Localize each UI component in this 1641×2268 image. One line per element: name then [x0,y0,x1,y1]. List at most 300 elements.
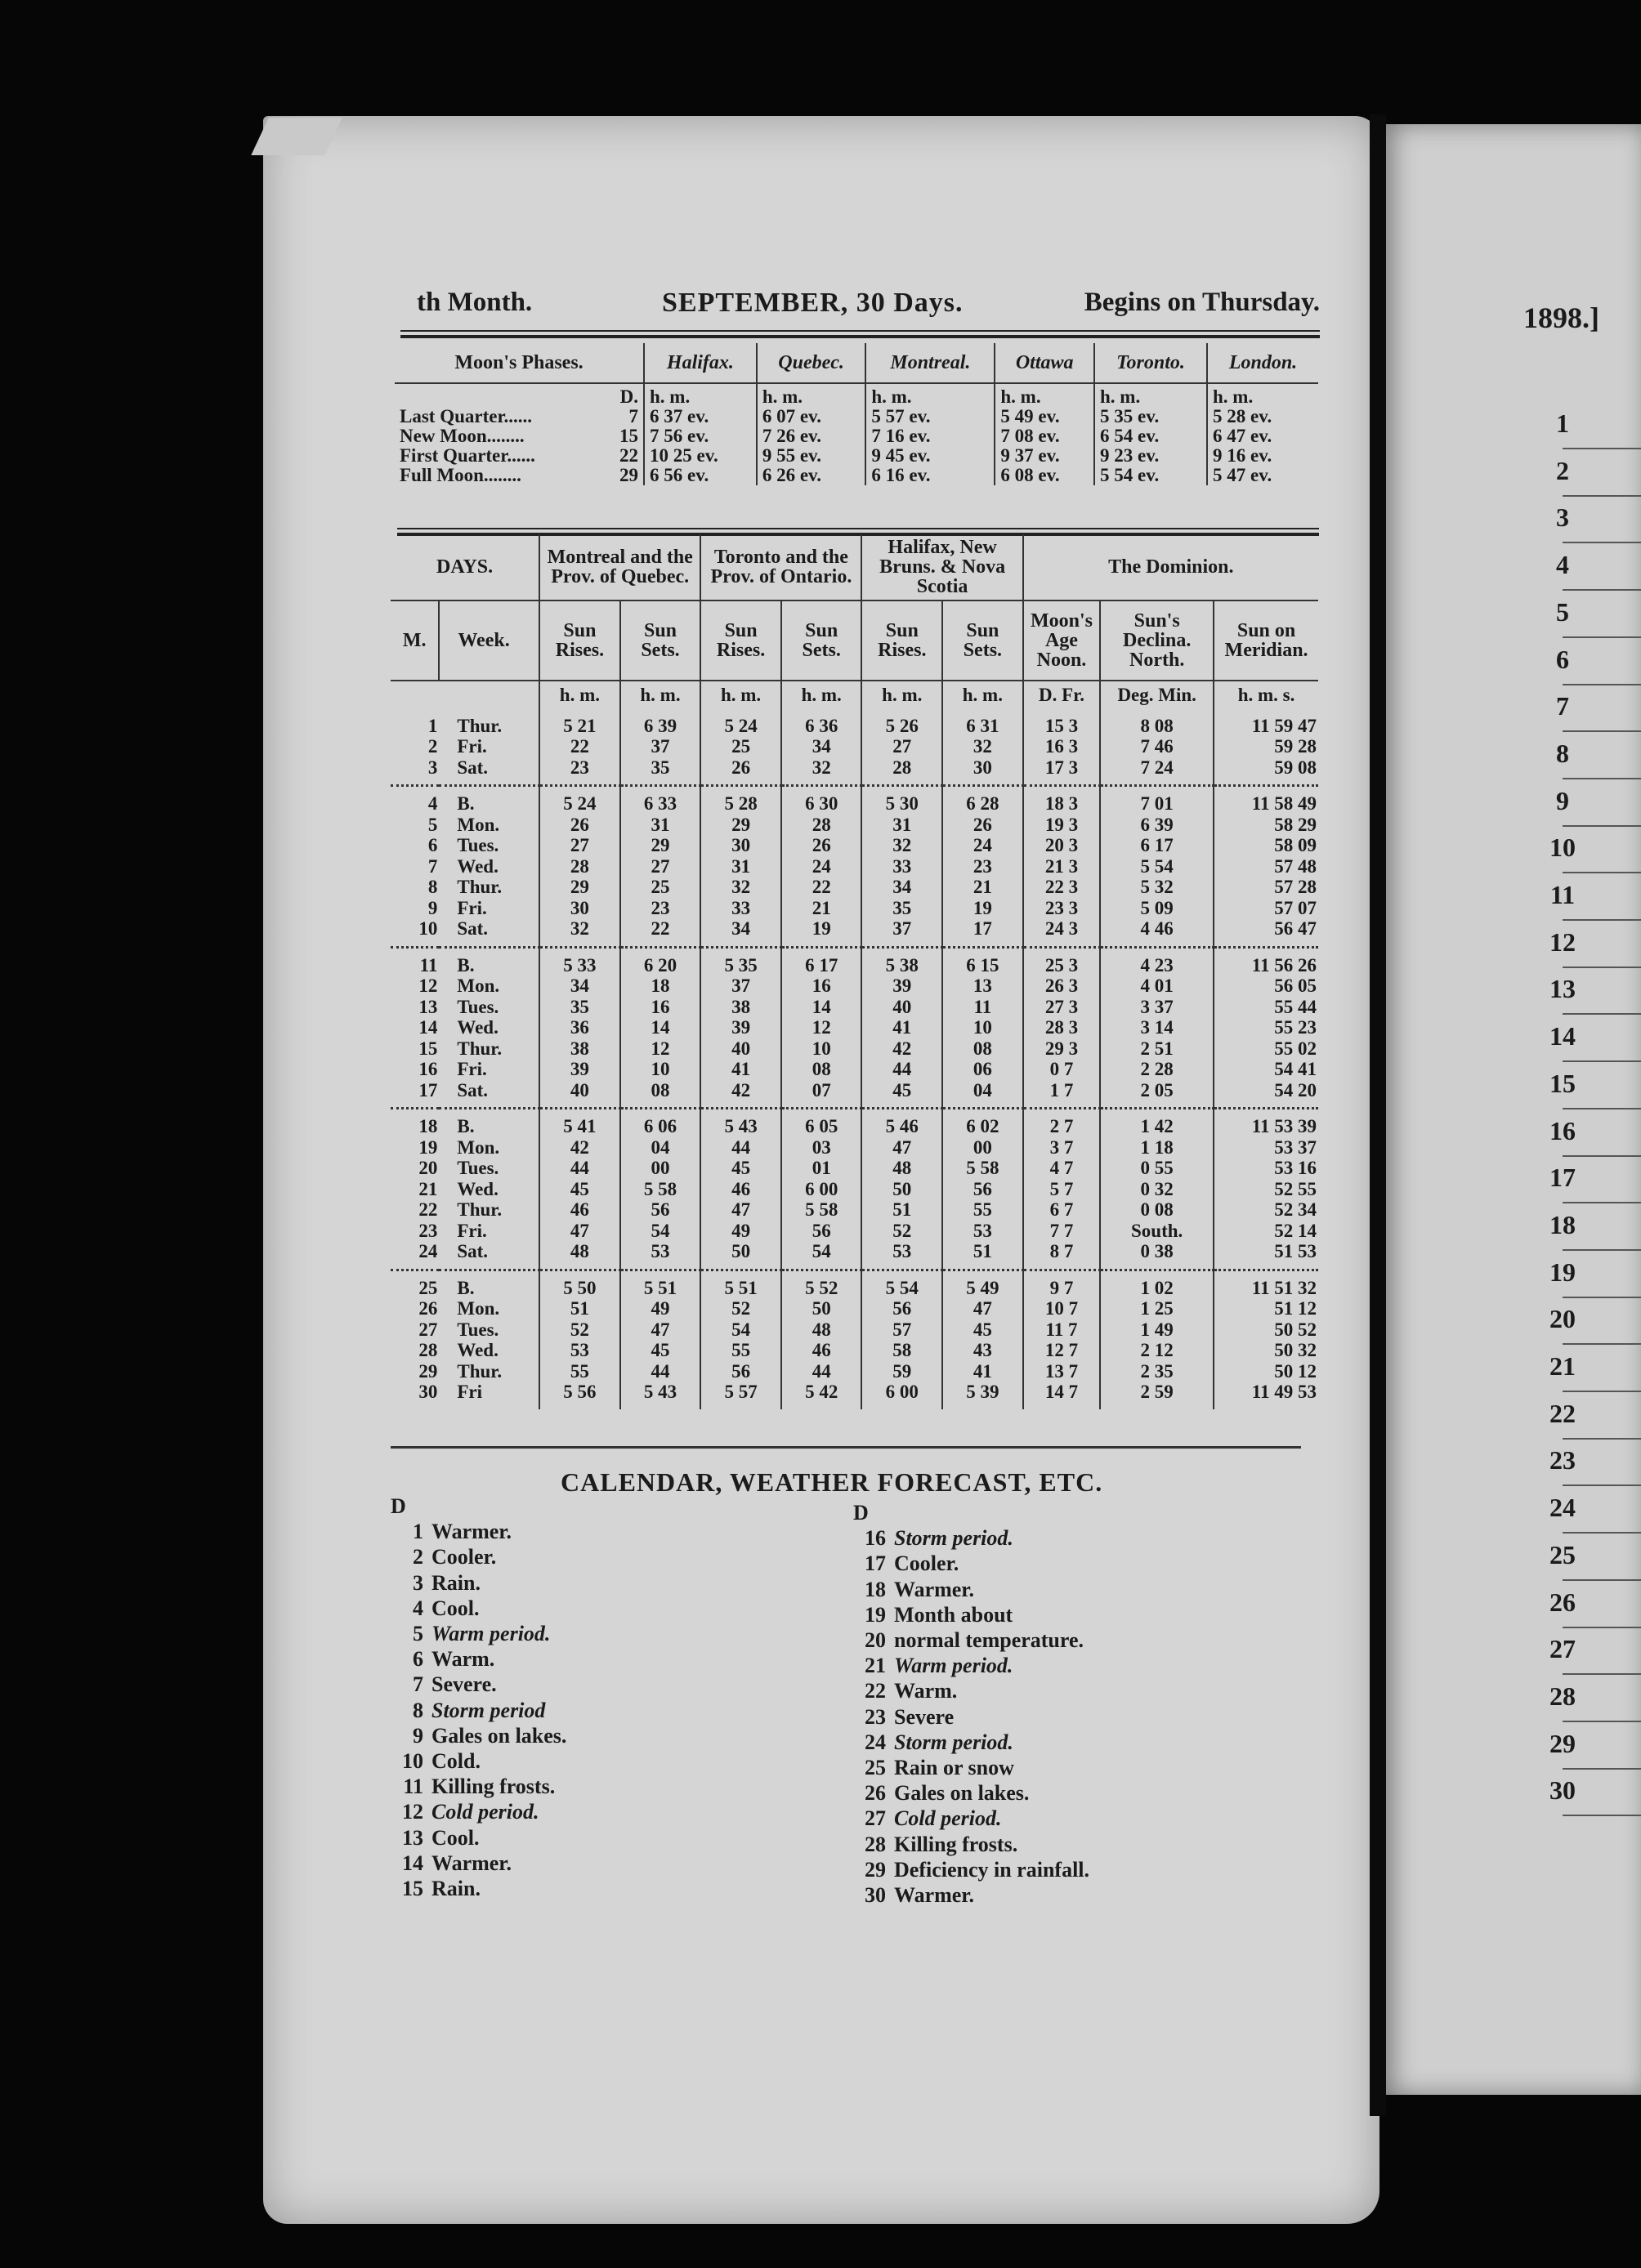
value: 4 01 [1140,976,1174,996]
calendar-left [387,1493,566,1901]
value: 6 31 [966,715,999,736]
value: 6 39 [1140,814,1174,835]
value: 8 08 [1140,715,1174,736]
value: 07 [812,1079,831,1101]
facing-rule [1563,542,1641,543]
value: 56 [892,1298,912,1319]
value: 34 [892,877,912,897]
facing-day-number: 3 [1556,502,1569,533]
value: 11 56 26 [1251,954,1317,976]
calendar-day: 2 [413,1545,423,1569]
calendar-entry [387,1621,566,1646]
calendar-day: 18 [865,1577,886,1601]
calendar-note: Warm period. [894,1654,1013,1678]
value: 20 [418,1158,438,1178]
city-london: London. [1207,343,1318,383]
value: 5 58 [805,1199,838,1220]
facing-day-number: 8 [1556,738,1569,768]
value: 11 53 39 [1251,1116,1317,1136]
value: 26 [973,814,992,835]
sun-moon-table [391,534,1318,1409]
value: 23 [973,855,992,877]
calendar-note: Warmer. [431,1520,512,1544]
calendar-entry [387,1672,566,1697]
value: 32 [973,736,992,757]
value: 2 05 [1140,1079,1174,1101]
value: 25 [651,877,670,897]
cell-to-set [781,709,862,786]
value: 4 46 [1140,918,1174,939]
facing-day-number: 7 [1556,691,1569,721]
calendar-entry [850,1653,1089,1678]
calendar-entry [850,1730,1089,1755]
cell-to-rise [700,1270,781,1409]
value: 5 28 [724,793,758,814]
calendar-entry [387,1698,566,1723]
value: 55 [973,1199,992,1220]
value: 32 [731,877,751,897]
book-gutter [1370,114,1386,2116]
value: 28 [892,757,912,778]
value: Mon. [457,1298,500,1319]
calendar-note: Warm. [431,1647,495,1672]
value: 4 23 [1140,954,1174,976]
cell-hx-set [942,786,1023,948]
cell-mq-rise [539,709,620,786]
calendar-note: Cool. [431,1825,480,1850]
value: 48 [570,1241,589,1261]
value: 00 [973,1136,992,1158]
value: Tues. [457,1158,499,1178]
cell-hx-set [942,709,1023,786]
value: 11 [973,996,992,1017]
value: 29 [570,877,589,897]
cell-m [391,1109,439,1270]
value: 49 [731,1220,751,1241]
calendar-note: Gales on lakes. [894,1781,1030,1806]
phase-names: Last Quarter...... New Moon........ First Quarter...... Full Moon........ [400,406,535,485]
value: 57 [892,1319,912,1340]
value: 39 [570,1059,589,1079]
cell-to-rise [700,947,781,1109]
calendar-entry [387,1825,566,1851]
calendar-entry [850,1602,1089,1627]
cell-mq-rise [539,1270,620,1409]
value: 42 [570,1136,589,1158]
calendar-d-label: D [391,1494,406,1518]
cell-m [391,709,439,786]
value: 5 41 [563,1116,597,1136]
value: 5 21 [563,715,597,736]
calendar-entry [387,1570,566,1596]
facing-page [1386,124,1641,2095]
phase-times-ottawa: h. m. 5 49 ev. 7 08 ev. 9 37 ev. 6 08 ev. [995,383,1094,485]
calendar-day: 3 [413,1570,423,1595]
facing-rule [1563,730,1641,732]
value: Fri. [457,736,487,757]
value: 6 02 [966,1116,999,1136]
cell-hx-rise [861,947,942,1109]
value: 10 [418,918,438,939]
value: 11 [419,954,438,976]
value: 12 [418,976,438,996]
calendar-note: normal temperature. [894,1628,1084,1653]
calendar-day: 29 [865,1857,886,1882]
value: 22 [651,918,670,939]
calendar-day: 17 [865,1551,886,1576]
value: 5 42 [805,1382,838,1402]
cell-age [1023,786,1101,948]
calendar-day: 30 [865,1883,886,1908]
value: 58 [892,1340,912,1360]
value: Mon. [457,976,500,996]
cell-hx-rise [861,1109,942,1270]
calendar-day: 7 [413,1672,423,1697]
value: 50 [812,1298,831,1319]
value: 58 29 [1274,814,1317,835]
cell-merid [1214,947,1318,1109]
cell-m [391,1270,439,1409]
value: 5 24 [563,793,597,814]
calendar-day: 13 [402,1825,423,1850]
month-label: th Month. [417,288,533,317]
value: 26 [418,1298,438,1319]
calendar-note: Killing frosts. [894,1832,1018,1856]
value: 40 [731,1038,751,1059]
value: 46 [812,1340,831,1360]
value: 45 [731,1158,751,1178]
facing-day-number: 1 [1556,409,1569,438]
calendar-day: 23 [865,1704,886,1729]
value: B. [457,793,475,814]
calendar-day: 10 [402,1749,423,1774]
cell-mq-rise [539,786,620,948]
value: 29 3 [1044,1038,1079,1059]
value: Fri. [457,1059,487,1079]
value: 27 3 [1044,996,1079,1017]
value: 5 24 [724,715,758,736]
value: 44 [812,1360,831,1382]
value: 30 [973,757,992,778]
value: 39 [731,1017,751,1038]
value: 26 [731,757,751,778]
value: 9 7 [1049,1277,1074,1298]
cell-to-set [781,1270,862,1409]
moon-phases-header: Moon's Phases. [395,343,644,383]
calendar-day: 28 [865,1832,886,1856]
value: 21 [973,877,992,897]
value: 31 [651,814,670,835]
cell-week [439,786,539,948]
facing-rule [1563,1768,1641,1770]
calendar-entry [387,1876,566,1901]
col-declination: Sun's Declina. North. [1100,600,1214,681]
col-meridian: Sun on Meridian. [1214,600,1318,681]
value: 5 56 [563,1382,597,1402]
value: 11 59 47 [1251,715,1317,736]
facing-day-number: 22 [1549,1398,1576,1428]
value: 50 52 [1274,1319,1317,1340]
calendar-entry [850,1832,1089,1857]
value: 17 [418,1079,438,1101]
facing-day-number: 5 [1556,596,1569,627]
value: 21 [418,1178,438,1199]
value: Fri. [457,897,487,918]
facing-day-number: 11 [1549,880,1576,909]
value: 21 3 [1044,855,1079,877]
value: 50 [731,1241,751,1261]
value: Sat. [457,1241,489,1261]
value: 33 [731,897,751,918]
value: 13 [418,996,438,1017]
phase-days: D. 7 15 22 29 [619,386,638,485]
cell-week [439,1109,539,1270]
calendar-note: Warmer. [894,1577,974,1601]
facing-rule [1563,1627,1641,1628]
facing-day-number: 27 [1549,1634,1576,1664]
value: 28 [570,855,589,877]
value: 58 09 [1274,835,1317,855]
value: 5 39 [966,1382,999,1402]
value: 18 [418,1116,438,1136]
calendar-entry [850,1755,1089,1780]
calendar-day: 19 [865,1602,886,1627]
value: 55 02 [1274,1038,1317,1059]
cell-hx-set [942,1270,1023,1409]
value: 27 [651,855,670,877]
col-to-set: Sun Sets. [781,600,862,681]
value: 6 33 [643,793,677,814]
calendar-note: Severe [894,1704,955,1729]
value: 51 [892,1199,912,1220]
value: 57 28 [1274,877,1317,897]
value: 49 [651,1298,670,1319]
cell-merid [1214,786,1318,948]
city-ottawa: Ottawa [995,343,1094,383]
value: Mon. [457,1136,500,1158]
value: 27 [418,1319,438,1340]
calendar-note: Cold period. [894,1806,1002,1831]
calendar-note: Cold. [431,1749,481,1774]
value: 6 20 [643,954,677,976]
value: Fri. [457,1220,487,1241]
col-mq-set: Sun Sets. [620,600,701,681]
value: 55 [731,1340,751,1360]
col-hx-rise: Sun Rises. [861,600,942,681]
value: 5 58 [643,1178,677,1199]
value: 31 [892,814,912,835]
calendar-day: 6 [413,1647,423,1672]
cell-mq-set [620,1109,701,1270]
value: 24 [812,855,831,877]
value: 2 35 [1140,1360,1174,1382]
col-hx-set: Sun Sets. [942,600,1023,681]
value: 5 51 [724,1277,758,1298]
value: 34 [570,976,589,996]
value: 25 3 [1044,954,1079,976]
value: 18 [651,976,670,996]
value: 53 16 [1274,1158,1317,1178]
value: 38 [731,996,751,1017]
calendar-entry [850,1627,1089,1653]
facing-day-number: 10 [1549,833,1576,863]
value: 6 17 [805,954,838,976]
value: 25 [418,1277,438,1298]
region-quebec: Montreal and the Prov. of Quebec. [539,534,700,600]
value: 40 [892,996,912,1017]
value: 32 [570,918,589,939]
value: 47 [651,1319,670,1340]
value: Sat. [457,757,489,778]
value: 48 [812,1319,831,1340]
calendar-note: Warmer. [431,1851,512,1875]
value: 0 55 [1140,1158,1174,1178]
facing-rule [1563,1249,1641,1251]
cell-age [1023,709,1101,786]
value: Wed. [457,1178,499,1199]
phase-times-montreal: h. m. 5 57 ev. 7 16 ev. 9 45 ev. 6 16 ev. [865,383,995,485]
facing-day-number: 28 [1549,1681,1576,1711]
facing-rule [1563,919,1641,921]
cell-to-set [781,1109,862,1270]
value: 46 [570,1199,589,1220]
value: 1 18 [1140,1136,1174,1158]
value: 3 7 [1049,1136,1074,1158]
cell-age [1023,1270,1101,1409]
facing-day-number: 21 [1549,1351,1576,1381]
value: 5 50 [563,1277,597,1298]
value: 19 [973,897,992,918]
calendar-day: 26 [865,1781,886,1806]
facing-rule [1563,1532,1641,1534]
value: 08 [973,1038,992,1059]
value: 16 3 [1044,736,1079,757]
value: 56 [651,1199,670,1220]
value: 33 [892,855,912,877]
value: 47 [892,1136,912,1158]
value: 44 [731,1136,751,1158]
col-m: M. [391,600,439,681]
facing-rule [1563,1060,1641,1062]
calendar-day: 15 [402,1877,423,1901]
value: 34 [731,918,751,939]
value: 21 [812,897,831,918]
value: 7 7 [1049,1220,1074,1241]
value: 5 7 [1049,1178,1074,1199]
value: 7 46 [1140,736,1174,757]
value: 6 05 [805,1116,838,1136]
facing-day-number: 14 [1549,1021,1576,1051]
dominion-header: The Dominion. [1023,534,1318,600]
value: 5 33 [563,954,597,976]
facing-rule [1563,1721,1641,1722]
value: 43 [973,1340,992,1360]
value: 31 [731,855,751,877]
value: 16 [651,996,670,1017]
value: 7 01 [1140,793,1174,814]
value: 14 7 [1044,1382,1079,1402]
units-row: h. m. h. m. h. m. h. m. h. m. h. m. D. Fr. Deg. Min. h. m. s. [391,681,1318,709]
value: 45 [892,1079,912,1101]
value: 27 [892,736,912,757]
value: 0 08 [1140,1199,1174,1220]
value: 24 3 [1044,918,1079,939]
value: 6 28 [966,793,999,814]
cell-mq-rise [539,1109,620,1270]
value: 5 54 [1140,855,1174,877]
calendar-note: Storm period. [894,1730,1013,1754]
value: Sat. [457,1079,489,1101]
cell-decl [1100,1270,1214,1409]
value: 30 [570,897,589,918]
value: 51 53 [1274,1241,1317,1261]
value: 08 [812,1059,831,1079]
value: 50 12 [1274,1360,1317,1382]
day-group [391,786,1318,948]
cell-hx-rise [861,709,942,786]
value: 5 43 [724,1116,758,1136]
calendar-day: 5 [413,1622,423,1646]
col-moon-age: Moon's Age Noon. [1023,600,1101,681]
cell-hx-rise [861,786,942,948]
cell-merid [1214,1270,1318,1409]
calendar-entry [850,1678,1089,1703]
cell-mq-set [620,786,701,948]
value: 1 [427,715,438,736]
value: 54 [812,1241,831,1261]
calendar-note: Rain or snow [894,1756,1014,1780]
value: 41 [973,1360,992,1382]
calendar-note: Killing frosts. [431,1775,556,1799]
value: 52 [570,1319,589,1340]
calendar-right [850,1500,1089,1908]
facing-day-number: 18 [1549,1209,1576,1239]
facing-rule [1563,1579,1641,1581]
value: 5 26 [885,715,919,736]
value: 5 58 [966,1158,999,1178]
calendar-note: Rain. [431,1570,481,1595]
cell-week [439,947,539,1109]
value: 2 12 [1140,1340,1174,1360]
city-halifax: Halifax. [644,343,757,383]
calendar-entry [387,1519,566,1544]
value: 59 28 [1274,736,1317,757]
cell-decl [1100,709,1214,786]
calendar-day: 14 [402,1851,423,1875]
value: Tues. [457,1319,499,1340]
value: 55 [570,1360,589,1382]
facing-day-number: 15 [1549,1068,1576,1098]
value: 7 [427,855,438,877]
calendar-entry [387,1723,566,1748]
value: 01 [812,1158,831,1178]
calendar-note: Deficiency in rainfall. [894,1857,1090,1882]
value: 44 [651,1360,670,1382]
value: 46 [731,1178,751,1199]
value: 6 17 [1140,835,1174,855]
cell-to-set [781,947,862,1109]
value: 6 00 [885,1382,919,1402]
value: 35 [892,897,912,918]
value: 45 [651,1340,670,1360]
calendar-day: 27 [865,1806,886,1831]
facing-rule [1563,1673,1641,1675]
value: B. [457,1277,475,1298]
value: 14 [651,1017,670,1038]
value: 26 [812,835,831,855]
value: 23 3 [1044,897,1079,918]
calendar-note: Storm period [431,1698,546,1722]
